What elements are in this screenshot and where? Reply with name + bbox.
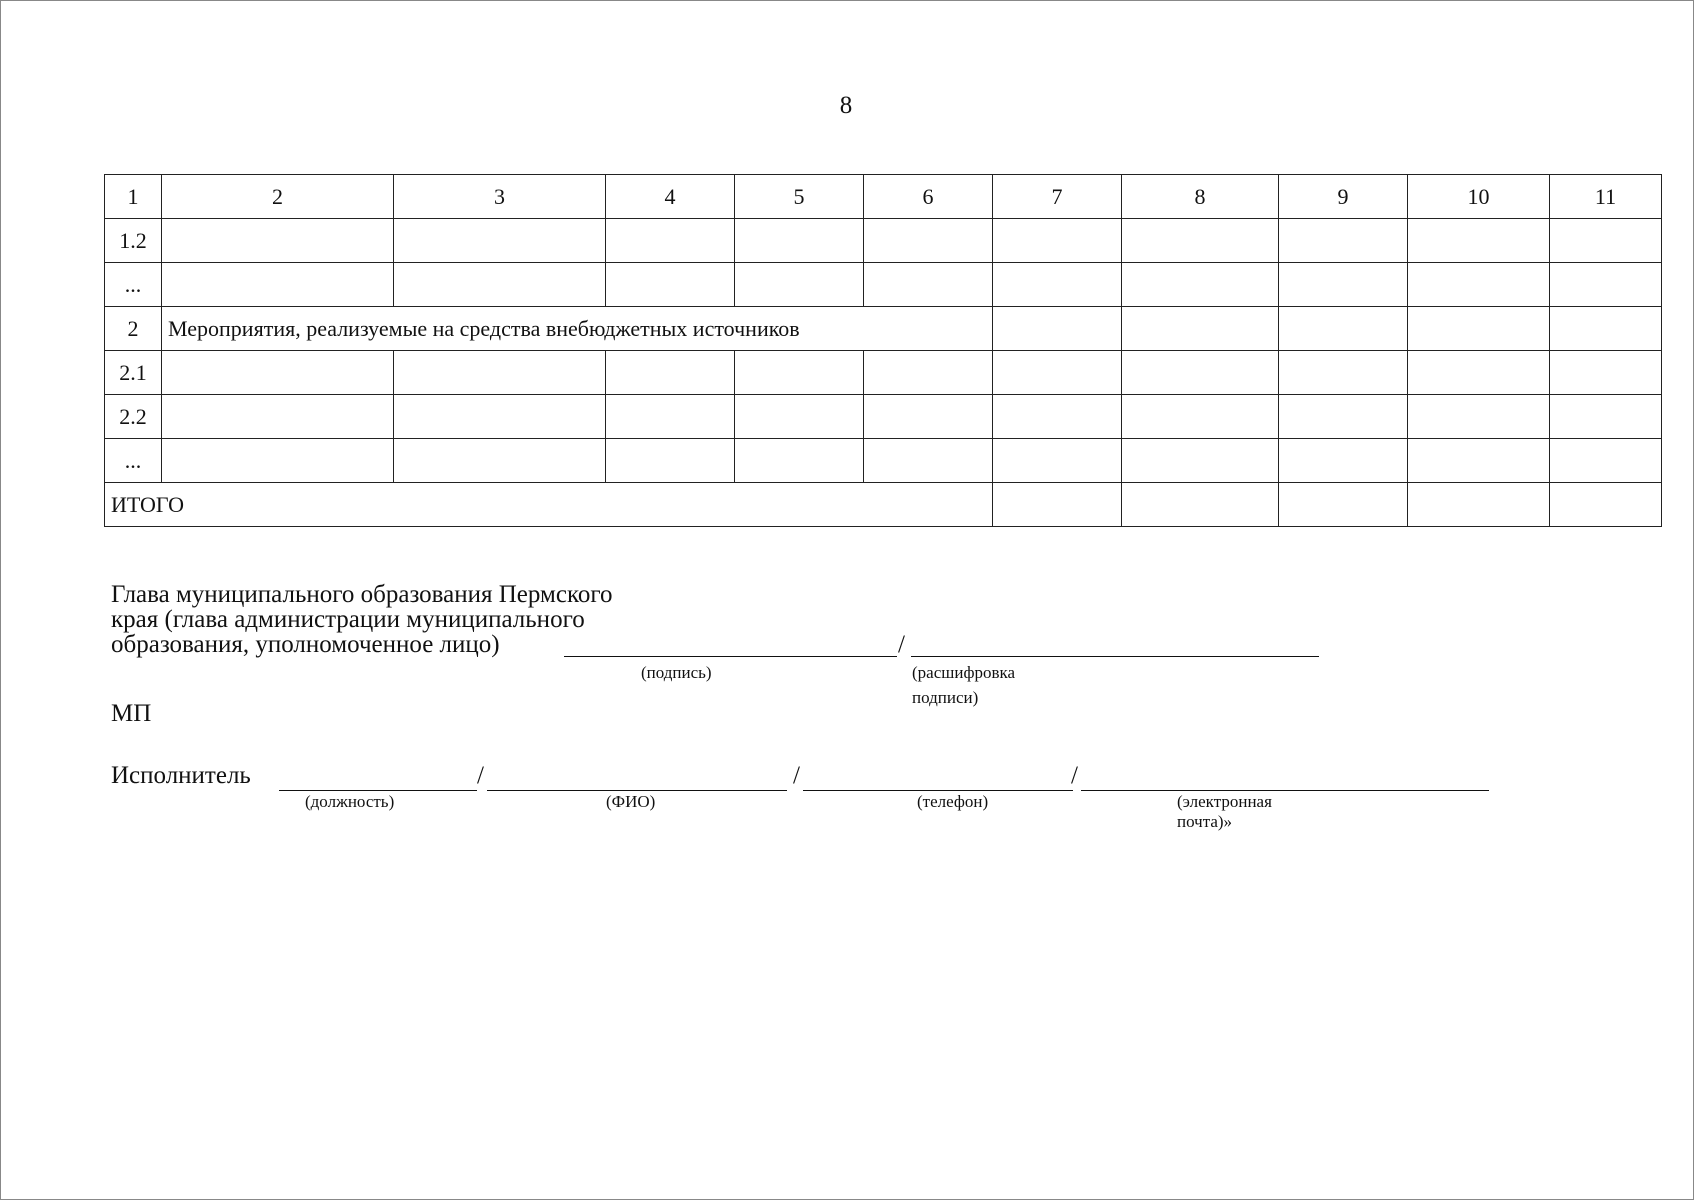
position-line[interactable] (279, 790, 477, 791)
executor-block (111, 762, 1272, 831)
email-line[interactable] (1081, 790, 1489, 791)
signature-block (111, 581, 1016, 707)
table-cell (735, 219, 864, 263)
separator-slash: / (477, 762, 484, 789)
table-cell (993, 483, 1122, 527)
name-line[interactable] (487, 790, 787, 791)
table-cell (1408, 263, 1550, 307)
table-cell (864, 395, 993, 439)
table-cell (1550, 395, 1662, 439)
table-cell (606, 263, 735, 307)
table-cell (1550, 219, 1662, 263)
table-cell (162, 351, 394, 395)
header-cell: 3 (394, 175, 606, 219)
header-cell: 10 (1408, 175, 1550, 219)
header-cell: 11 (1550, 175, 1662, 219)
table-cell (162, 263, 394, 307)
table-cell (864, 351, 993, 395)
table-cell (1279, 263, 1408, 307)
table-cell (1408, 483, 1550, 527)
header-cell: 2 (162, 175, 394, 219)
table-cell (735, 439, 864, 483)
table-cell (1122, 439, 1279, 483)
table-cell (1550, 483, 1662, 527)
table-cell (606, 351, 735, 395)
table-cell (394, 219, 606, 263)
table-cell (993, 219, 1122, 263)
separator-slash: / (1071, 762, 1078, 789)
table-cell (735, 395, 864, 439)
table-cell (1122, 219, 1279, 263)
table-cell (993, 263, 1122, 307)
table-cell (864, 439, 993, 483)
table-cell (1408, 395, 1550, 439)
table-cell (735, 263, 864, 307)
table-cell (394, 263, 606, 307)
table-cell (1122, 307, 1279, 351)
table-header-row (105, 175, 1662, 219)
table-cell (993, 395, 1122, 439)
table-cell (162, 219, 394, 263)
row-number: ... (105, 439, 162, 483)
table-cell (1122, 263, 1279, 307)
table-cell (993, 439, 1122, 483)
table-cell (1279, 439, 1408, 483)
row-number: 2.1 (105, 351, 162, 395)
table-row (105, 263, 1662, 307)
header-cell: 8 (1122, 175, 1279, 219)
row-number: 1.2 (105, 219, 162, 263)
signature-caption: (подпись) (641, 663, 712, 682)
total-label: ИТОГО (105, 483, 993, 527)
table-cell (1408, 307, 1550, 351)
table-row (105, 351, 1662, 395)
stamp-place-label: МП (111, 700, 152, 727)
position-caption: (должность) (305, 792, 395, 811)
table-cell (1279, 395, 1408, 439)
table-row (105, 439, 1662, 483)
table-cell (1408, 219, 1550, 263)
executor-label: Исполнитель (111, 762, 251, 789)
signature-decode-caption: (расшифровка подписи) (912, 663, 1016, 707)
separator-slash: / (898, 631, 905, 658)
signature-title-line1: Глава муниципального образования Пермского (111, 581, 613, 608)
table-cell (1550, 263, 1662, 307)
table-cell (1122, 351, 1279, 395)
table-row (105, 395, 1662, 439)
table-cell (993, 307, 1122, 351)
header-cell: 9 (1279, 175, 1408, 219)
table-total-row (105, 483, 1662, 527)
table-cell (394, 351, 606, 395)
table-cell (394, 395, 606, 439)
table-cell (1279, 351, 1408, 395)
signature-title-line3: образования, уполномоченное лицо) (111, 631, 500, 658)
header-cell: 5 (735, 175, 864, 219)
name-caption: (ФИО) (606, 792, 656, 811)
table-cell (162, 439, 394, 483)
table-cell (1279, 483, 1408, 527)
phone-caption: (телефон) (917, 792, 989, 811)
email-caption: (электронная почта)» (1177, 792, 1272, 831)
row-number: 2 (105, 307, 162, 351)
header-cell: 1 (105, 175, 162, 219)
table-cell (1408, 351, 1550, 395)
table-cell (1408, 439, 1550, 483)
table-cell (864, 263, 993, 307)
separator-slash: / (793, 762, 800, 789)
table-cell (394, 439, 606, 483)
table-cell (1279, 307, 1408, 351)
table-row (105, 219, 1662, 263)
table-cell (1550, 439, 1662, 483)
table-row-section (105, 307, 1662, 351)
table-cell (606, 439, 735, 483)
signature-title-line2: края (глава администрации муниципального (111, 606, 585, 633)
table-cell (1122, 395, 1279, 439)
table-cell (864, 219, 993, 263)
table-cell (606, 395, 735, 439)
header-cell: 6 (864, 175, 993, 219)
table-cell (993, 351, 1122, 395)
header-cell: 7 (993, 175, 1122, 219)
signature-decode-line[interactable] (911, 656, 1319, 657)
header-cell: 4 (606, 175, 735, 219)
page-number: 8 (839, 92, 853, 119)
table-cell (1550, 307, 1662, 351)
section-title: Мероприятия, реализуемые на средства внебюджетных источников (162, 307, 993, 351)
table-cell (162, 395, 394, 439)
table-cell (735, 351, 864, 395)
row-number: 2.2 (105, 395, 162, 439)
report-table (104, 174, 1662, 527)
phone-line[interactable] (803, 790, 1073, 791)
table-cell (1550, 351, 1662, 395)
table-cell (1122, 483, 1279, 527)
signature-line[interactable] (564, 656, 897, 657)
row-number: ... (105, 263, 162, 307)
table-cell (606, 219, 735, 263)
table-cell (1279, 219, 1408, 263)
